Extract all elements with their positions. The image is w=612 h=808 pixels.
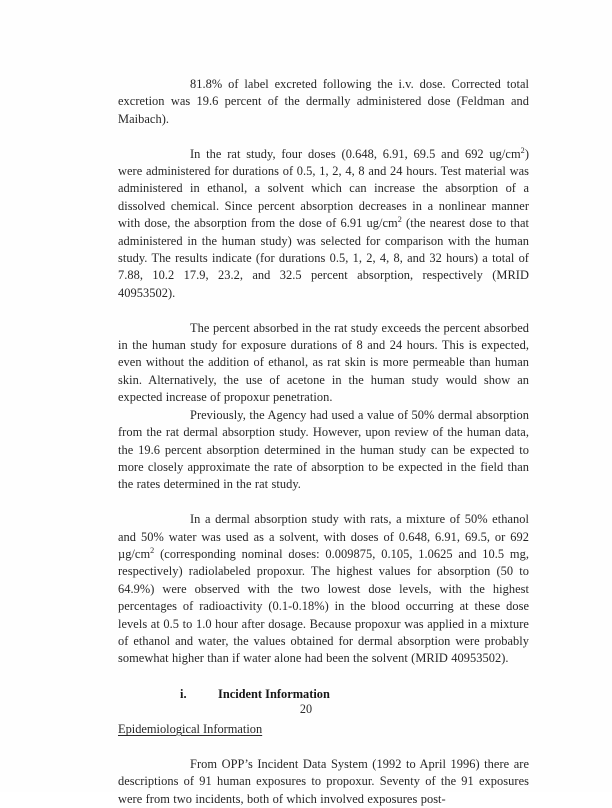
paragraph-excretion: 81.8% of label excreted following the i.v. dose. Corrected total excretion was 19.6 percent of the dermally administered dose (Feldman and Maibach). [118, 77, 529, 126]
page-number: 20 [299, 702, 313, 716]
paragraph-rat-study-text-c: (the nearest dose to that administered in the human study) was selected for comparison with the human study. The results indicate (for durations 0.5, 1, 2, 4, 8, and 32 hours) a total of 7.88, 10.2 17.9, 23.2, and 32.5 percent absorption, respectively (MRID 40953502). [118, 216, 529, 300]
paragraph-opp-incident: From OPP’s Incident Data System (1992 to April 1996) there are descriptions of 91 human exposures to propoxur. Seventy of the 91 exposures were from two incidents, both of which involved exposures post- [118, 756, 529, 806]
superscript-squared-a: 2 [520, 145, 525, 155]
paragraph-rat-study-text-a: In the rat study, four doses (0.648, 6.91, 69.5 and 692 ug/cm [190, 146, 521, 161]
section-heading-number: i. [180, 686, 187, 701]
paragraph-dermal-study-text-a: In a dermal absorption study with rats, a mixture of 50% ethanol and 50% water was used as a solvent, with doses of 0.648, 6.91, 69.5, or 692 µg/cm [118, 512, 529, 561]
subsection-heading-label: Epidemiological Information [118, 722, 263, 737]
superscript-squared-b: 2 [397, 215, 402, 225]
paragraph-dermal-study [118, 511, 529, 668]
paragraph-rat-study [118, 146, 529, 303]
section-heading-title: Incident Information [218, 686, 330, 701]
paragraph-previously-agency: Previously, the Agency had used a value of 50% dermal absorption from the rat dermal absorption study. However, upon review of the human data, the 19.6 percent absorption determined in the human study can be expected to more closely approximate the rate of absorption to be expected in the field than the rates determined in the rat study. [118, 407, 529, 492]
subsection-heading [118, 721, 529, 738]
paragraph-dermal-study-text-b: (corresponding nominal doses: 0.009875, 0.105, 1.0625 and 10.5 mg, respectively) radiolabeled propoxur. The highest values for absorption (50 to 64.9%) were observed with the two lowest dose levels, with the highest percentages of radioactivity (0.1-0.18%) in the blood occurring at these dose levels at 0.5 to 1.0 hour after dosage. Because propoxur was applied in a mixture of ethanol and water, the values obtained for dermal absorption were probably somewhat higher than if water alone had been the solvent (MRID 40953502). [118, 546, 529, 666]
paragraph-rat-study-text-b: ) were administered for durations of 0.5, 1, 2, 4, 8 and 24 hours. Test material was administered in ethanol, a solvent which can increase the absorption of a dissolved chemical. Since percent absorption decreases in a nonlinear manner with dose, the absorption from the dose of 6.91 ug/cm [118, 146, 529, 231]
superscript-squared-c: 2 [150, 545, 155, 555]
document-body [118, 76, 529, 808]
paragraph-percent-absorbed: The percent absorbed in the rat study exceeds the percent absorbed in the human study for exposure durations of 8 and 24 hours. This is expected, even without the addition of ethanol, as rat skin is more permeable than human skin. Alternatively, the use of acetone in the human study would show an expected increase of propoxur penetration. [118, 320, 529, 405]
